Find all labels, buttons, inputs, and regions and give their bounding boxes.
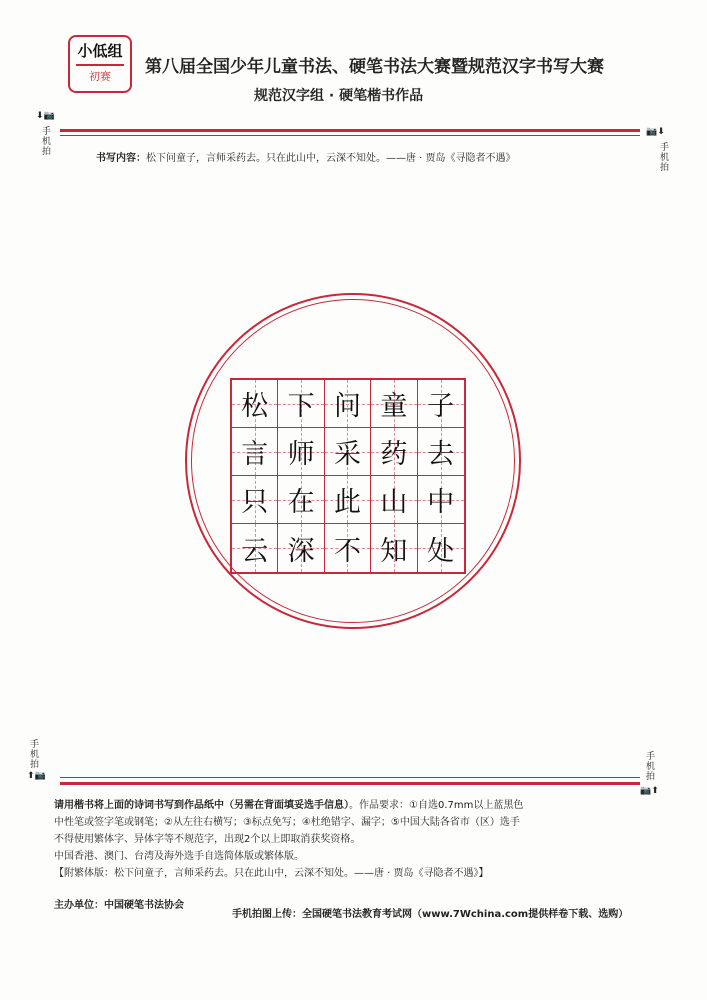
upload-info: 手机拍图上传：全国硬笔书法教育考试网（www.7Wchina.com提供样卷下载、选购） xyxy=(232,909,629,920)
grid-cell: 药 xyxy=(371,428,417,476)
grid-cell: 下 xyxy=(278,380,324,428)
grid-cell: 童 xyxy=(371,380,417,428)
grid-cell: 不 xyxy=(325,524,371,572)
requirements xyxy=(54,797,654,882)
grid-cell: 子 xyxy=(418,380,464,428)
grid-cell: 知 xyxy=(371,524,417,572)
grid-cell: 中 xyxy=(418,476,464,524)
grid-cell: 问 xyxy=(325,380,371,428)
writing-grid xyxy=(230,378,466,574)
stage-label: 初赛 xyxy=(89,69,111,83)
grid-cell: 只 xyxy=(232,476,278,524)
grid-cell: 在 xyxy=(278,476,324,524)
bottom-rule-thin xyxy=(60,777,640,778)
grid-cell: 去 xyxy=(418,428,464,476)
camera-icon-bottom-right: 📷⬆ xyxy=(640,786,659,796)
phone-label-bottom-right: 手机拍 xyxy=(646,752,656,782)
requirements-line: 不得使用繁体字、异体字等不规范字，出现2个以上即取消获奖资格。 xyxy=(54,834,361,845)
grid-cell: 处 xyxy=(418,524,464,572)
page-subtitle: 规范汉字组 · 硬笔楷书作品 xyxy=(254,88,424,104)
page-title: 第八届全国少年儿童书法、硬笔书法大赛暨规范汉字书写大赛 xyxy=(145,57,604,77)
content-line xyxy=(96,149,516,164)
organizer: 主办单位：中国硬笔书法协会 xyxy=(54,900,184,911)
phone-label-top-left: 手机拍 xyxy=(42,127,52,157)
requirements-line: 中性笔或签字笔或钢笔；②从左往右横写；③标点免写；④杜绝错字、漏字；⑤中国大陆各省市（区）选手 xyxy=(54,817,520,828)
camera-icon-top-right: 📷⬇ xyxy=(646,127,665,137)
grid-cell: 松 xyxy=(232,380,278,428)
grid-cell: 言 xyxy=(232,428,278,476)
group-badge xyxy=(68,35,132,93)
grid-cell: 采 xyxy=(325,428,371,476)
top-rule xyxy=(60,129,640,132)
phone-label-top-right: 手机拍 xyxy=(660,143,670,173)
top-rule-thin xyxy=(60,135,640,136)
requirements-line: 。作品要求：①自选0.7mm以上蓝黑色 xyxy=(349,800,524,811)
bottom-rule xyxy=(60,782,640,785)
requirements-line: 中国香港、澳门、台湾及海外选手自选简体版或繁体版。 xyxy=(54,851,304,862)
grid-cell: 深 xyxy=(278,524,324,572)
content-text: 松下问童子，言师采药去。只在此山中，云深不知处。——唐 · 贾岛《寻隐者不遇》 xyxy=(146,153,516,164)
phone-label-bottom-left: 手机拍 xyxy=(30,740,40,770)
requirements-lead: 请用楷书将上面的诗词书写到作品纸中（另需在背面填妥选手信息） xyxy=(54,800,349,811)
requirements-line: 【附繁体版：松下问童子，言师采药去。只在此山中，云深不知处。——唐 · 贾岛《寻隐者不遇》】 xyxy=(54,868,489,879)
content-label: 书写内容： xyxy=(96,153,146,164)
group-label: 小低组 xyxy=(77,42,123,60)
grid-cell: 此 xyxy=(325,476,371,524)
grid-cell: 山 xyxy=(371,476,417,524)
camera-icon-top-left: ⬇📷 xyxy=(36,111,55,121)
camera-icon-bottom-left: ⬆📷 xyxy=(27,771,46,781)
badge-divider xyxy=(76,64,124,66)
grid-cell: 师 xyxy=(278,428,324,476)
grid-cell: 云 xyxy=(232,524,278,572)
